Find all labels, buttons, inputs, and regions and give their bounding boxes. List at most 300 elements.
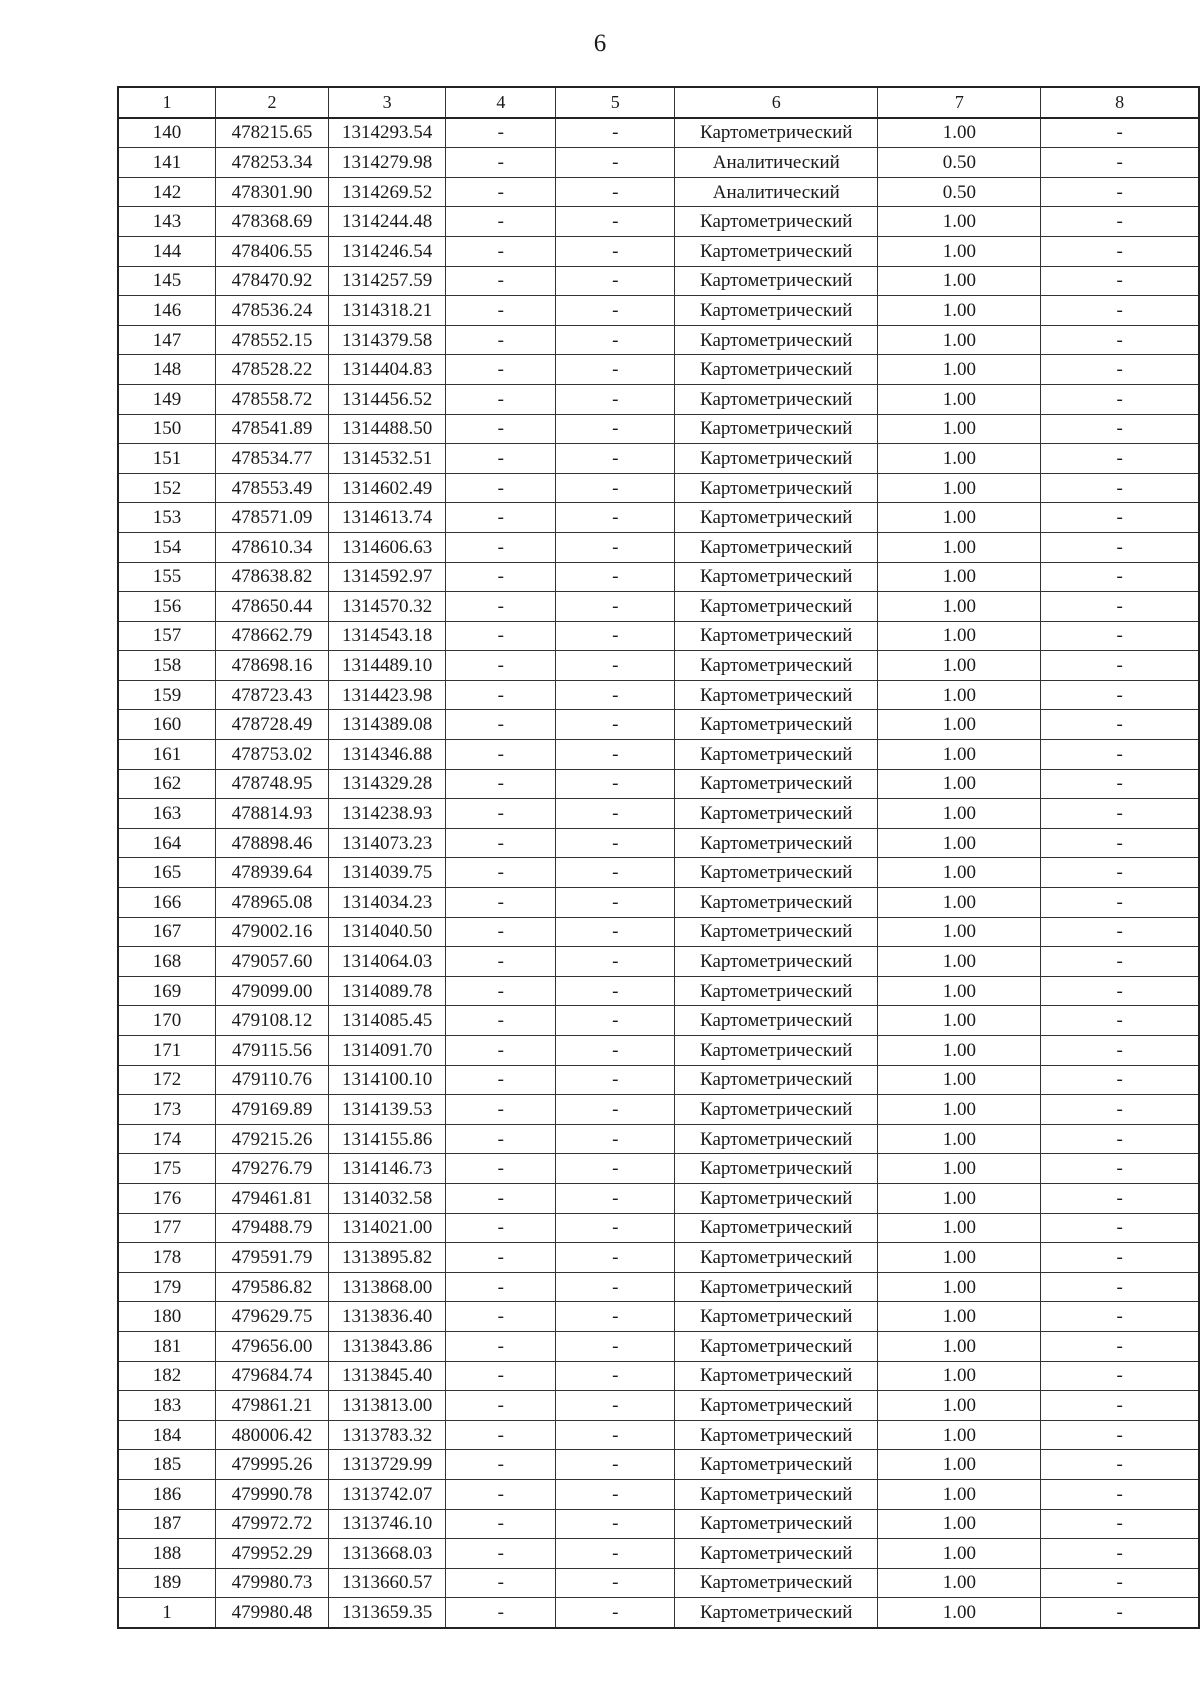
accuracy-cell: 1.00 — [878, 266, 1041, 296]
method-cell: Картометрический — [675, 1420, 878, 1450]
y-coordinate-cell: 1314318.21 — [329, 296, 446, 326]
method-cell: Картометрический — [675, 325, 878, 355]
point-number-cell: 165 — [118, 858, 216, 888]
table-row — [118, 266, 1199, 296]
x-coordinate-cell: 479169.89 — [216, 1095, 329, 1125]
method-cell: Картометрический — [675, 562, 878, 592]
col8-cell: - — [1041, 1302, 1199, 1332]
table-row — [118, 651, 1199, 681]
col4-cell: - — [446, 503, 556, 533]
accuracy-cell: 1.00 — [878, 976, 1041, 1006]
col5-cell: - — [556, 1006, 675, 1036]
method-cell: Картометрический — [675, 384, 878, 414]
col4-cell: - — [446, 1272, 556, 1302]
table-row — [118, 917, 1199, 947]
method-cell: Картометрический — [675, 799, 878, 829]
col5-cell: - — [556, 651, 675, 681]
point-number-cell: 150 — [118, 414, 216, 444]
method-cell: Аналитический — [675, 177, 878, 207]
x-coordinate-cell: 478541.89 — [216, 414, 329, 444]
accuracy-cell: 1.00 — [878, 1272, 1041, 1302]
col8-cell: - — [1041, 325, 1199, 355]
point-number-cell: 146 — [118, 296, 216, 326]
x-coordinate-cell: 478215.65 — [216, 118, 329, 148]
y-coordinate-cell: 1314034.23 — [329, 888, 446, 918]
accuracy-cell: 1.00 — [878, 1331, 1041, 1361]
col4-cell: - — [446, 917, 556, 947]
col5-cell: - — [556, 148, 675, 178]
x-coordinate-cell: 479057.60 — [216, 947, 329, 977]
column-header: 2 — [216, 87, 329, 118]
col4-cell: - — [446, 1302, 556, 1332]
x-coordinate-cell: 478528.22 — [216, 355, 329, 385]
col8-cell: - — [1041, 207, 1199, 237]
accuracy-cell: 1.00 — [878, 680, 1041, 710]
method-cell: Картометрический — [675, 1568, 878, 1598]
y-coordinate-cell: 1314146.73 — [329, 1154, 446, 1184]
point-number-cell: 161 — [118, 740, 216, 770]
col4-cell: - — [446, 177, 556, 207]
accuracy-cell: 1.00 — [878, 444, 1041, 474]
x-coordinate-cell: 479110.76 — [216, 1065, 329, 1095]
x-coordinate-cell: 479002.16 — [216, 917, 329, 947]
point-number-cell: 167 — [118, 917, 216, 947]
col5-cell: - — [556, 532, 675, 562]
accuracy-cell: 1.00 — [878, 207, 1041, 237]
col8-cell: - — [1041, 592, 1199, 622]
col8-cell: - — [1041, 740, 1199, 770]
x-coordinate-cell: 478253.34 — [216, 148, 329, 178]
method-cell: Картометрический — [675, 355, 878, 385]
col4-cell: - — [446, 947, 556, 977]
y-coordinate-cell: 1314570.32 — [329, 592, 446, 622]
accuracy-cell: 1.00 — [878, 325, 1041, 355]
point-number-cell: 180 — [118, 1302, 216, 1332]
table-row — [118, 1302, 1199, 1332]
x-coordinate-cell: 478898.46 — [216, 828, 329, 858]
col8-cell: - — [1041, 296, 1199, 326]
method-cell: Картометрический — [675, 888, 878, 918]
col8-cell: - — [1041, 503, 1199, 533]
col5-cell: - — [556, 1509, 675, 1539]
col8-cell: - — [1041, 858, 1199, 888]
col5-cell: - — [556, 266, 675, 296]
table-row — [118, 1124, 1199, 1154]
point-number-cell: 170 — [118, 1006, 216, 1036]
col5-cell: - — [556, 740, 675, 770]
table-row — [118, 1509, 1199, 1539]
x-coordinate-cell: 479276.79 — [216, 1154, 329, 1184]
method-cell: Картометрический — [675, 1006, 878, 1036]
col8-cell: - — [1041, 1598, 1199, 1628]
accuracy-cell: 1.00 — [878, 710, 1041, 740]
method-cell: Картометрический — [675, 1302, 878, 1332]
table-row — [118, 947, 1199, 977]
col4-cell: - — [446, 1213, 556, 1243]
y-coordinate-cell: 1313845.40 — [329, 1361, 446, 1391]
y-coordinate-cell: 1313895.82 — [329, 1243, 446, 1273]
y-coordinate-cell: 1313660.57 — [329, 1568, 446, 1598]
table-row — [118, 858, 1199, 888]
col8-cell: - — [1041, 1391, 1199, 1421]
point-number-cell: 183 — [118, 1391, 216, 1421]
x-coordinate-cell: 479629.75 — [216, 1302, 329, 1332]
col4-cell: - — [446, 858, 556, 888]
method-cell: Картометрический — [675, 296, 878, 326]
accuracy-cell: 1.00 — [878, 621, 1041, 651]
col4-cell: - — [446, 1095, 556, 1125]
table-row — [118, 680, 1199, 710]
y-coordinate-cell: 1313783.32 — [329, 1420, 446, 1450]
point-number-cell: 163 — [118, 799, 216, 829]
table-row — [118, 1036, 1199, 1066]
accuracy-cell: 1.00 — [878, 384, 1041, 414]
accuracy-cell: 1.00 — [878, 503, 1041, 533]
y-coordinate-cell: 1313868.00 — [329, 1272, 446, 1302]
y-coordinate-cell: 1314089.78 — [329, 976, 446, 1006]
method-cell: Картометрический — [675, 1479, 878, 1509]
x-coordinate-cell: 479115.56 — [216, 1036, 329, 1066]
y-coordinate-cell: 1314329.28 — [329, 769, 446, 799]
y-coordinate-cell: 1314040.50 — [329, 917, 446, 947]
col5-cell: - — [556, 1391, 675, 1421]
col8-cell: - — [1041, 1331, 1199, 1361]
x-coordinate-cell: 479215.26 — [216, 1124, 329, 1154]
col4-cell: - — [446, 562, 556, 592]
col4-cell: - — [446, 148, 556, 178]
table-row — [118, 828, 1199, 858]
table-row — [118, 562, 1199, 592]
accuracy-cell: 1.00 — [878, 888, 1041, 918]
x-coordinate-cell: 479461.81 — [216, 1183, 329, 1213]
table-row — [118, 177, 1199, 207]
method-cell: Картометрический — [675, 1539, 878, 1569]
x-coordinate-cell: 478558.72 — [216, 384, 329, 414]
y-coordinate-cell: 1314091.70 — [329, 1036, 446, 1066]
col5-cell: - — [556, 118, 675, 148]
method-cell: Картометрический — [675, 473, 878, 503]
table-row — [118, 592, 1199, 622]
col5-cell: - — [556, 976, 675, 1006]
method-cell: Картометрический — [675, 1036, 878, 1066]
point-number-cell: 142 — [118, 177, 216, 207]
method-cell: Картометрический — [675, 1183, 878, 1213]
table-row — [118, 1420, 1199, 1450]
accuracy-cell: 1.00 — [878, 118, 1041, 148]
point-number-cell: 155 — [118, 562, 216, 592]
col8-cell: - — [1041, 177, 1199, 207]
col8-cell: - — [1041, 828, 1199, 858]
col4-cell: - — [446, 976, 556, 1006]
accuracy-cell: 1.00 — [878, 414, 1041, 444]
method-cell: Картометрический — [675, 740, 878, 770]
x-coordinate-cell: 479488.79 — [216, 1213, 329, 1243]
y-coordinate-cell: 1314389.08 — [329, 710, 446, 740]
accuracy-cell: 1.00 — [878, 1509, 1041, 1539]
point-number-cell: 185 — [118, 1450, 216, 1480]
x-coordinate-cell: 479861.21 — [216, 1391, 329, 1421]
point-number-cell: 157 — [118, 621, 216, 651]
x-coordinate-cell: 479980.48 — [216, 1598, 329, 1628]
y-coordinate-cell: 1314379.58 — [329, 325, 446, 355]
col8-cell: - — [1041, 1509, 1199, 1539]
accuracy-cell: 1.00 — [878, 296, 1041, 326]
accuracy-cell: 1.00 — [878, 1243, 1041, 1273]
accuracy-cell: 1.00 — [878, 769, 1041, 799]
x-coordinate-cell: 478939.64 — [216, 858, 329, 888]
accuracy-cell: 1.00 — [878, 592, 1041, 622]
method-cell: Картометрический — [675, 118, 878, 148]
y-coordinate-cell: 1313813.00 — [329, 1391, 446, 1421]
col5-cell: - — [556, 384, 675, 414]
col4-cell: - — [446, 1539, 556, 1569]
col4-cell: - — [446, 651, 556, 681]
col4-cell: - — [446, 1420, 556, 1450]
table-row — [118, 1361, 1199, 1391]
col4-cell: - — [446, 414, 556, 444]
accuracy-cell: 1.00 — [878, 1154, 1041, 1184]
method-cell: Картометрический — [675, 1213, 878, 1243]
method-cell: Картометрический — [675, 858, 878, 888]
col5-cell: - — [556, 1302, 675, 1332]
method-cell: Картометрический — [675, 1598, 878, 1628]
col5-cell: - — [556, 296, 675, 326]
col8-cell: - — [1041, 976, 1199, 1006]
y-coordinate-cell: 1314032.58 — [329, 1183, 446, 1213]
method-cell: Картометрический — [675, 1361, 878, 1391]
y-coordinate-cell: 1314257.59 — [329, 266, 446, 296]
col8-cell: - — [1041, 444, 1199, 474]
table-row — [118, 532, 1199, 562]
accuracy-cell: 1.00 — [878, 1479, 1041, 1509]
accuracy-cell: 1.00 — [878, 799, 1041, 829]
point-number-cell: 158 — [118, 651, 216, 681]
point-number-cell: 147 — [118, 325, 216, 355]
point-number-cell: 186 — [118, 1479, 216, 1509]
col4-cell: - — [446, 1065, 556, 1095]
table-row — [118, 444, 1199, 474]
point-number-cell: 175 — [118, 1154, 216, 1184]
column-header: 7 — [878, 87, 1041, 118]
col4-cell: - — [446, 532, 556, 562]
y-coordinate-cell: 1313659.35 — [329, 1598, 446, 1628]
table-row — [118, 1598, 1199, 1628]
column-header: 6 — [675, 87, 878, 118]
col8-cell: - — [1041, 1450, 1199, 1480]
method-cell: Картометрический — [675, 769, 878, 799]
point-number-cell: 169 — [118, 976, 216, 1006]
col5-cell: - — [556, 236, 675, 266]
point-number-cell: 178 — [118, 1243, 216, 1273]
point-number-cell: 151 — [118, 444, 216, 474]
col5-cell: - — [556, 325, 675, 355]
method-cell: Картометрический — [675, 947, 878, 977]
table-row — [118, 769, 1199, 799]
table-row — [118, 740, 1199, 770]
x-coordinate-cell: 478753.02 — [216, 740, 329, 770]
x-coordinate-cell: 478965.08 — [216, 888, 329, 918]
point-number-cell: 181 — [118, 1331, 216, 1361]
col5-cell: - — [556, 1272, 675, 1302]
col4-cell: - — [446, 384, 556, 414]
col5-cell: - — [556, 769, 675, 799]
col8-cell: - — [1041, 1479, 1199, 1509]
col8-cell: - — [1041, 1272, 1199, 1302]
column-header: 5 — [556, 87, 675, 118]
table-header-row — [118, 87, 1199, 118]
col8-cell: - — [1041, 621, 1199, 651]
table-row — [118, 325, 1199, 355]
y-coordinate-cell: 1314592.97 — [329, 562, 446, 592]
col8-cell: - — [1041, 148, 1199, 178]
method-cell: Картометрический — [675, 1124, 878, 1154]
point-number-cell: 145 — [118, 266, 216, 296]
table-row — [118, 118, 1199, 148]
y-coordinate-cell: 1314064.03 — [329, 947, 446, 977]
table-row — [118, 1095, 1199, 1125]
col4-cell: - — [446, 1036, 556, 1066]
accuracy-cell: 1.00 — [878, 1420, 1041, 1450]
accuracy-cell: 1.00 — [878, 355, 1041, 385]
table-row — [118, 1450, 1199, 1480]
method-cell: Картометрический — [675, 1450, 878, 1480]
y-coordinate-cell: 1314404.83 — [329, 355, 446, 385]
point-number-cell: 153 — [118, 503, 216, 533]
column-header: 4 — [446, 87, 556, 118]
method-cell: Картометрический — [675, 1331, 878, 1361]
col8-cell: - — [1041, 118, 1199, 148]
accuracy-cell: 1.00 — [878, 1183, 1041, 1213]
x-coordinate-cell: 479952.29 — [216, 1539, 329, 1569]
point-number-cell: 184 — [118, 1420, 216, 1450]
col4-cell: - — [446, 1509, 556, 1539]
point-number-cell: 149 — [118, 384, 216, 414]
point-number-cell: 176 — [118, 1183, 216, 1213]
x-coordinate-cell: 479972.72 — [216, 1509, 329, 1539]
method-cell: Картометрический — [675, 444, 878, 474]
method-cell: Картометрический — [675, 621, 878, 651]
col8-cell: - — [1041, 888, 1199, 918]
x-coordinate-cell: 478536.24 — [216, 296, 329, 326]
y-coordinate-cell: 1314244.48 — [329, 207, 446, 237]
accuracy-cell: 1.00 — [878, 1391, 1041, 1421]
table-row — [118, 473, 1199, 503]
point-number-cell: 156 — [118, 592, 216, 622]
col4-cell: - — [446, 296, 556, 326]
col8-cell: - — [1041, 1213, 1199, 1243]
x-coordinate-cell: 478698.16 — [216, 651, 329, 681]
method-cell: Картометрический — [675, 236, 878, 266]
method-cell: Картометрический — [675, 651, 878, 681]
method-cell: Картометрический — [675, 592, 878, 622]
accuracy-cell: 1.00 — [878, 1568, 1041, 1598]
col8-cell: - — [1041, 236, 1199, 266]
col5-cell: - — [556, 1095, 675, 1125]
col4-cell: - — [446, 1361, 556, 1391]
col8-cell: - — [1041, 1568, 1199, 1598]
col8-cell: - — [1041, 1154, 1199, 1184]
table-row — [118, 414, 1199, 444]
table-row — [118, 621, 1199, 651]
col5-cell: - — [556, 503, 675, 533]
table-body — [118, 87, 1199, 1628]
col4-cell: - — [446, 266, 556, 296]
accuracy-cell: 1.00 — [878, 651, 1041, 681]
x-coordinate-cell: 478662.79 — [216, 621, 329, 651]
x-coordinate-cell: 479990.78 — [216, 1479, 329, 1509]
accuracy-cell: 0.50 — [878, 177, 1041, 207]
point-number-cell: 144 — [118, 236, 216, 266]
y-coordinate-cell: 1313746.10 — [329, 1509, 446, 1539]
y-coordinate-cell: 1314293.54 — [329, 118, 446, 148]
method-cell: Картометрический — [675, 1095, 878, 1125]
x-coordinate-cell: 479591.79 — [216, 1243, 329, 1273]
point-number-cell: 160 — [118, 710, 216, 740]
y-coordinate-cell: 1314532.51 — [329, 444, 446, 474]
point-number-cell: 148 — [118, 355, 216, 385]
method-cell: Картометрический — [675, 1065, 878, 1095]
x-coordinate-cell: 478723.43 — [216, 680, 329, 710]
col8-cell: - — [1041, 384, 1199, 414]
col8-cell: - — [1041, 1065, 1199, 1095]
col8-cell: - — [1041, 1036, 1199, 1066]
y-coordinate-cell: 1313668.03 — [329, 1539, 446, 1569]
x-coordinate-cell: 478748.95 — [216, 769, 329, 799]
point-number-cell: 174 — [118, 1124, 216, 1154]
col4-cell: - — [446, 1598, 556, 1628]
col5-cell: - — [556, 1065, 675, 1095]
point-number-cell: 154 — [118, 532, 216, 562]
col5-cell: - — [556, 1124, 675, 1154]
col8-cell: - — [1041, 917, 1199, 947]
col4-cell: - — [446, 1450, 556, 1480]
point-number-cell: 188 — [118, 1539, 216, 1569]
accuracy-cell: 0.50 — [878, 148, 1041, 178]
point-number-cell: 166 — [118, 888, 216, 918]
column-header: 8 — [1041, 87, 1199, 118]
col8-cell: - — [1041, 1183, 1199, 1213]
col4-cell: - — [446, 1568, 556, 1598]
col8-cell: - — [1041, 1539, 1199, 1569]
y-coordinate-cell: 1313742.07 — [329, 1479, 446, 1509]
col4-cell: - — [446, 355, 556, 385]
y-coordinate-cell: 1314489.10 — [329, 651, 446, 681]
method-cell: Картометрический — [675, 828, 878, 858]
col8-cell: - — [1041, 799, 1199, 829]
y-coordinate-cell: 1314279.98 — [329, 148, 446, 178]
accuracy-cell: 1.00 — [878, 532, 1041, 562]
method-cell: Картометрический — [675, 1243, 878, 1273]
x-coordinate-cell: 479684.74 — [216, 1361, 329, 1391]
col5-cell: - — [556, 1598, 675, 1628]
point-number-cell: 171 — [118, 1036, 216, 1066]
accuracy-cell: 1.00 — [878, 917, 1041, 947]
col5-cell: - — [556, 1331, 675, 1361]
y-coordinate-cell: 1314606.63 — [329, 532, 446, 562]
x-coordinate-cell: 479995.26 — [216, 1450, 329, 1480]
x-coordinate-cell: 479656.00 — [216, 1331, 329, 1361]
col5-cell: - — [556, 1361, 675, 1391]
y-coordinate-cell: 1314085.45 — [329, 1006, 446, 1036]
col4-cell: - — [446, 444, 556, 474]
x-coordinate-cell: 480006.42 — [216, 1420, 329, 1450]
col4-cell: - — [446, 1331, 556, 1361]
table-row — [118, 148, 1199, 178]
col4-cell: - — [446, 473, 556, 503]
coordinates-table — [117, 86, 1200, 1629]
method-cell: Картометрический — [675, 207, 878, 237]
point-number-cell: 168 — [118, 947, 216, 977]
